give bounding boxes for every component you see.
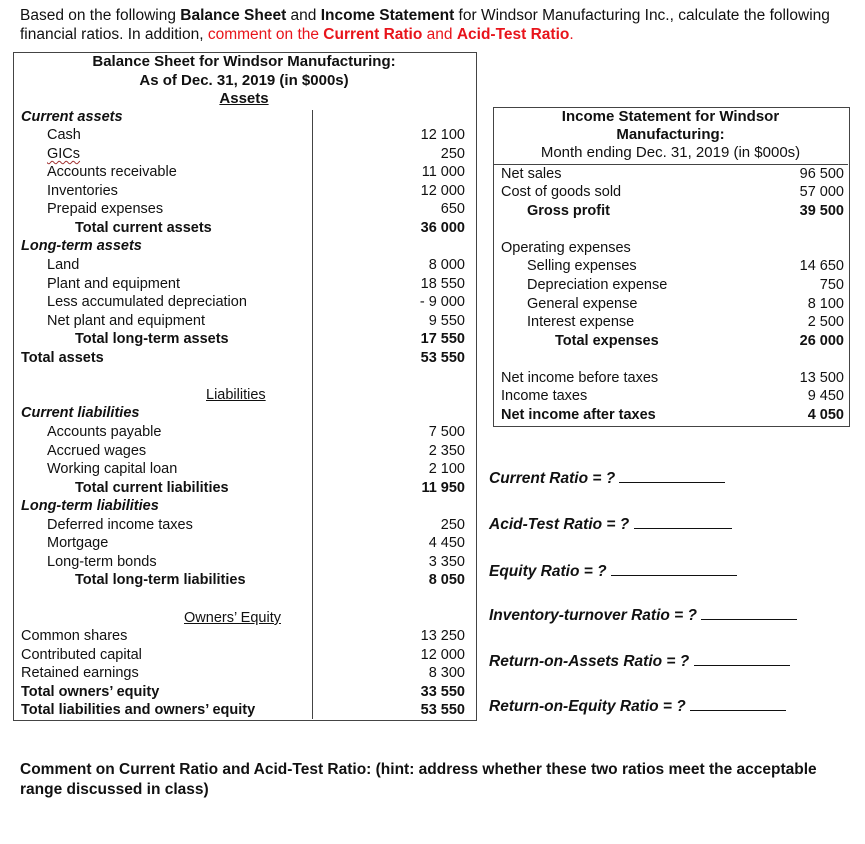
interest-label: Interest expense xyxy=(527,314,635,330)
cogs-label: Cost of goods sold xyxy=(501,184,622,200)
total-assets-value: 53 550 xyxy=(420,350,465,366)
gross-profit-label: Gross profit xyxy=(527,203,610,219)
niat-label: Net income after taxes xyxy=(501,407,656,423)
mortgage-value: 4 450 xyxy=(428,535,465,551)
current-assets-heading: Current assets xyxy=(21,109,123,125)
ap-label: Accounts payable xyxy=(47,424,162,440)
comment-prompt: Comment on Current Ratio and Acid-Test Ratio: (hint: address whether these two ratios meet the acceptable range discussed in class) xyxy=(20,761,817,798)
inventory-turnover-answer-blank[interactable] xyxy=(701,619,797,620)
total-current-assets-label: Total current assets xyxy=(75,220,212,236)
ar-label: Accounts receivable xyxy=(47,164,177,180)
land-value: 8 000 xyxy=(428,257,465,273)
liabilities-heading: Liabilities xyxy=(206,387,266,403)
equity-heading: Owners’ Equity xyxy=(184,610,281,626)
instructions: Based on the following Balance Sheet and Income Statement for Windsor Manufacturing Inc., calculate the following financial ratios. In addition, comment on the Current Ratio and Acid-Test Ratio. xyxy=(20,7,830,43)
retained-value: 8 300 xyxy=(428,665,465,681)
plant-label: Plant and equipment xyxy=(47,276,181,292)
long-term-assets-heading: Long-term assets xyxy=(21,238,142,254)
opex-heading: Operating expenses xyxy=(501,240,631,256)
bonds-label: Long-term bonds xyxy=(47,554,157,570)
general-label: General expense xyxy=(527,296,638,312)
taxes-label: Income taxes xyxy=(501,388,588,404)
inventories-value: 12 000 xyxy=(420,183,465,199)
roe-answer-blank[interactable] xyxy=(690,710,786,711)
balance-sheet-divider xyxy=(312,110,313,719)
total-lt-liabilities-label: Total long-term liabilities xyxy=(75,572,246,588)
net-sales-label: Net sales xyxy=(501,166,562,182)
equity-ratio-answer-blank[interactable] xyxy=(611,575,737,576)
interest-value: 2 500 xyxy=(807,314,844,330)
total-equity-value: 33 550 xyxy=(420,684,465,700)
total-current-liabilities-label: Total current liabilities xyxy=(75,480,229,496)
income-statement-title: Income Statement for Windsor Manufacturing: Month ending Dec. 31, 2019 (in $000s) xyxy=(540,108,801,161)
cash-label: Cash xyxy=(47,127,81,143)
balance-sheet-title: Balance Sheet for Windsor Manufacturing: As of Dec. 31, 2019 (in $000s) xyxy=(92,53,396,89)
total-lt-liabilities-value: 8 050 xyxy=(428,572,465,588)
inventory-turnover-question: Inventory-turnover Ratio = ? xyxy=(489,607,797,625)
common-label: Common shares xyxy=(21,628,128,644)
contributed-value: 12 000 xyxy=(420,647,465,663)
deferred-label: Deferred income taxes xyxy=(47,517,193,533)
total-expenses-value: 26 000 xyxy=(799,333,844,349)
net-sales-value: 96 500 xyxy=(799,166,844,182)
land-label: Land xyxy=(47,257,80,273)
total-liab-equity-value: 53 550 xyxy=(420,702,465,718)
current-liabilities-heading: Current liabilities xyxy=(21,405,140,421)
prepaid-value: 650 xyxy=(440,201,465,217)
nibt-value: 13 500 xyxy=(799,370,844,386)
total-assets-label: Total assets xyxy=(21,350,104,366)
taxes-value: 9 450 xyxy=(807,388,844,404)
accum-dep-value: - 9 000 xyxy=(419,294,465,310)
common-value: 13 250 xyxy=(420,628,465,644)
total-liab-equity-label: Total liabilities and owners’ equity xyxy=(21,702,256,718)
wcl-label: Working capital loan xyxy=(47,461,178,477)
accum-dep-label: Less accumulated depreciation xyxy=(47,294,247,310)
nibt-label: Net income before taxes xyxy=(501,370,659,386)
equity-ratio-question: Equity Ratio = ? xyxy=(489,563,737,581)
ap-value: 7 500 xyxy=(428,424,465,440)
lt-liabilities-heading: Long-term liabilities xyxy=(21,498,159,514)
total-current-liabilities-value: 11 950 xyxy=(421,480,465,496)
accrued-value: 2 350 xyxy=(428,443,465,459)
depreciation-label: Depreciation expense xyxy=(527,277,668,293)
inventories-label: Inventories xyxy=(47,183,118,199)
current-ratio-answer-blank[interactable] xyxy=(619,482,725,483)
ar-value: 11 000 xyxy=(421,164,465,180)
bonds-value: 3 350 xyxy=(428,554,465,570)
gross-profit-value: 39 500 xyxy=(799,203,844,219)
roe-question: Return-on-Equity Ratio = ? xyxy=(489,698,786,716)
net-plant-value: 9 550 xyxy=(428,313,465,329)
acid-test-answer-blank[interactable] xyxy=(634,528,732,529)
current-ratio-question: Current Ratio = ? xyxy=(489,470,725,488)
cogs-value: 57 000 xyxy=(799,184,844,200)
retained-label: Retained earnings xyxy=(21,665,139,681)
total-current-assets-value: 36 000 xyxy=(420,220,465,236)
total-lt-assets-label: Total long-term assets xyxy=(75,331,229,347)
acid-test-question: Acid-Test Ratio = ? xyxy=(489,516,732,534)
gics-value: 250 xyxy=(440,146,465,162)
accrued-label: Accrued wages xyxy=(47,443,147,459)
plant-value: 18 550 xyxy=(420,276,465,292)
roa-question: Return-on-Assets Ratio = ? xyxy=(489,653,790,671)
selling-value: 14 650 xyxy=(799,258,844,274)
prepaid-label: Prepaid expenses xyxy=(47,201,164,217)
contributed-label: Contributed capital xyxy=(21,647,142,663)
wcl-value: 2 100 xyxy=(428,461,465,477)
total-equity-label: Total owners’ equity xyxy=(21,684,160,700)
deferred-value: 250 xyxy=(440,517,465,533)
net-plant-label: Net plant and equipment xyxy=(47,313,205,329)
niat-value: 4 050 xyxy=(807,407,844,423)
depreciation-value: 750 xyxy=(819,277,844,293)
roa-answer-blank[interactable] xyxy=(694,665,790,666)
assets-heading: Assets xyxy=(219,90,269,107)
general-value: 8 100 xyxy=(807,296,844,312)
total-lt-assets-value: 17 550 xyxy=(420,331,465,347)
cash-value: 12 100 xyxy=(420,127,465,143)
gics-label: GICs xyxy=(47,146,81,162)
selling-label: Selling expenses xyxy=(527,258,637,274)
total-expenses-label: Total expenses xyxy=(555,333,659,349)
mortgage-label: Mortgage xyxy=(47,535,109,551)
